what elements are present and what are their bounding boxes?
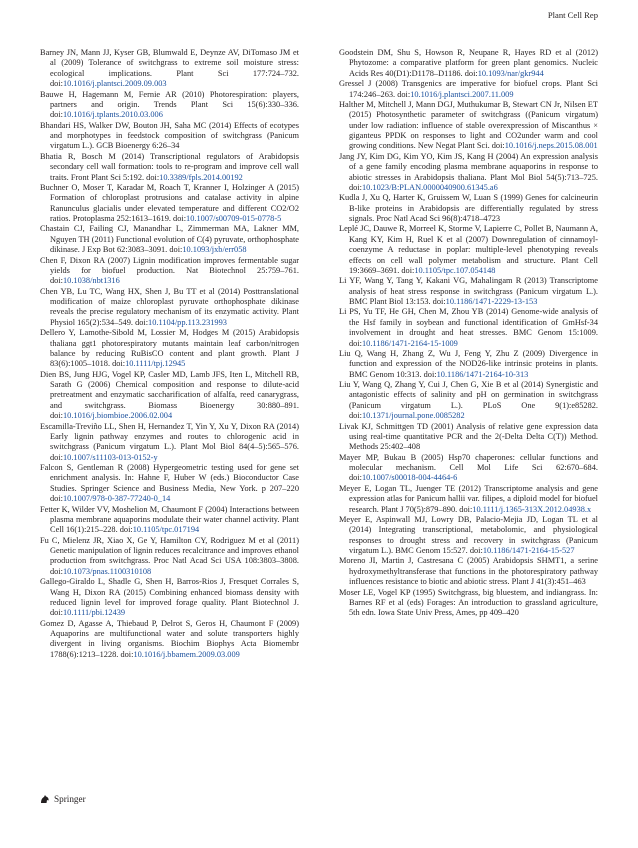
reference-text: Goodstein DM, Shu S, Howson R, Neupane R, Hayes RD et al (2012) Phytozome: a comparative platform for green plant genomics. Nucleic Acids Res 40(D1):D1178–D1186. doi:	[339, 48, 598, 78]
reference-entry	[40, 422, 299, 464]
reference-text: Dellero Y, Lamothe-Sibold M, Lossier M, Hodges M (2015) Arabidopsis thaliana ggt1 photorespiratory mutants maintain leaf carbon/nitrogen balance by reducing RuBisCO content and plant growth. Plant J 83(6):1005–1018. doi:	[40, 328, 299, 369]
doi-link[interactable]: 10.1111/j.1365-313X.2012.04938.x	[472, 504, 592, 514]
doi-link[interactable]: 10.1016/j.plantsci.2007.11.009	[410, 89, 514, 99]
springer-horse-icon	[40, 794, 50, 804]
reference-entry	[40, 328, 299, 370]
doi-link[interactable]: 10.1186/1471-2164-15-527	[482, 546, 575, 555]
doi-link[interactable]: 10.1016/j.bbamem.2009.03.009	[133, 649, 240, 659]
reference-text: Liu Y, Wang Q, Zhang Y, Cui J, Chen G, Xie B et al (2014) Synergistic and antagonistic effects of salinity and pH on germination in switchgrass (Panicum virgatum L.). PLoS One 9(1):e85282. doi:	[339, 380, 598, 421]
doi-link[interactable]: 10.1016/j.plantsci.2009.09.003	[62, 79, 167, 89]
reference-entry	[339, 276, 598, 307]
reference-text: Fu C, Mielenz JR, Xiao X, Ge Y, Hamilton CY, Rodriguez M et al (2011) Genetic manipulation of lignin reduces recalcitrance and improves ethanol production from switchgrass. Proc Natl Acad Sci USA 108:3803–3808. doi:	[40, 535, 299, 576]
reference-entry	[40, 370, 299, 422]
reference-text: Gomez D, Agasse A, Thiebaud P, Delrot S, Geros H, Chaumont F (2009) Aquaporins are multifunctional water and solute transporters highly divergent in living organisms. Biochim Biophys Acta Biomembr 1788(6):1213–1228. doi:	[40, 618, 299, 659]
reference-text: Li PS, Yu TF, He GH, Chen M, Zhou YB (2014) Genome-wide analysis of the Hsf family in soybean and functional identification of GmHsf-34 involvement in drought and heat stresses. BMC Genom 15:1009. doi:	[339, 307, 598, 348]
reference-text: Barney JN, Mann JJ, Kyser GB, Blumwald E, Deynze AV, DiTomaso JM et al (2009) Tolerance of switchgrass to extreme soil moisture stress: ecological implications. Plant Sci 177:724–732. doi:	[40, 48, 299, 89]
doi-link[interactable]: 10.1186/1471-2164-10-313	[436, 369, 529, 379]
doi-link[interactable]: 10.1007/s00709-015-0778-5	[186, 214, 282, 223]
reference-entry	[339, 453, 598, 484]
reference-entry	[40, 577, 299, 619]
reference-entry	[339, 193, 598, 224]
reference-entry	[40, 256, 299, 287]
doi-link[interactable]: 10.1007/s00018-004-4464-6	[361, 473, 458, 483]
reference-text: Chen F, Dixon RA (2007) Lignin modification improves fermentable sugar yields for biofuel production. Nat Biotechnol 25:759–761. doi:	[40, 255, 299, 286]
reference-text: Fetter K, Wilder VV, Moshelion M, Chaumont F (2004) Interactions between plasma membrane aquaporins modulate their water channel activity. Plant Cell 16(1):215–228. doi:	[40, 504, 299, 535]
reference-text: Gressel J (2008) Transgenics are imperative for biofuel crops. Plant Sci 174:246–263. doi:	[339, 79, 598, 99]
doi-link[interactable]: 10.1186/1471-2229-13-153	[445, 297, 538, 306]
reference-entry	[339, 79, 598, 100]
reference-entry	[339, 224, 598, 276]
reference-text: Chen YB, Lu TC, Wang HX, Shen J, Bu TT et al (2014) Posttranslational modification of maize chloroplast pyruvate orthophosphate dikinase reveals the precise regulatory mechanism of its enzymatic activity. Plant Physiol 165(2):534–549. doi:	[40, 286, 299, 327]
reference-text: Liu Q, Wang H, Zhang Z, Wu J, Feng Y, Zhu Z (2009) Divergence in function and expression of the NOD26-like intrinsic proteins in plants. BMC Genom 10:313. doi:	[339, 348, 598, 379]
reference-entry	[40, 48, 299, 90]
reference-entry	[40, 505, 299, 536]
doi-link[interactable]: 10.1105/tpc.107.054148	[414, 265, 496, 275]
reference-text: Bauwe H, Hagemann M, Fernie AR (2010) Photorespiration: players, partners and origin. Trends Plant Sci 15(6):330–336. doi:	[40, 89, 299, 120]
reference-entry	[40, 183, 299, 225]
reference-entry	[339, 484, 598, 515]
reference-entry	[339, 307, 598, 349]
reference-text: Buchner O, Moser T, Karadar M, Roach T, Kranner I, Holzinger A (2015) Formation of chloroplast protrusions and catalase activity in alpine Ranunculus glacialis under elevated temperature and different CO2/O2 ratios. Protoplasma 252:1613–1619. doi:	[40, 182, 299, 223]
reference-entry	[40, 152, 299, 183]
doi-link[interactable]: 10.1073/pnas.1100310108	[62, 566, 152, 576]
reference-text: Bhatia R, Bosch M (2014) Transcriptional regulators of Arabidopsis secondary cell wall formation: tools to re-program and improve cell wall traits. Front Plant Sci 5:192. doi:	[40, 151, 299, 182]
reference-text: Moreno JI, Martin J, Castresana C (2005) Arabidopsis SHMT1, a serine hydroxymethyltransferase that functions in the photorespiratory pathway influences resistance to biotic and abiotic stress. Plant J 41(3):451–463	[339, 556, 598, 587]
doi-link[interactable]: 10.1007/978-0-387-77240-0_14	[62, 494, 171, 504]
doi-link[interactable]: 10.1093/jxb/err058	[182, 245, 247, 255]
reference-text: Meyer E, Aspinwall MJ, Lowry DB, Palacio-Mejia JD, Logan TL et al (2014) Integrating transcriptional, metabolomic, and physiological responses to drought stress and recovery in switchgrass (Panicum virgatum L.). BMC Genom 15:527. doi:	[339, 514, 598, 555]
reference-text: Escamilla-Treviño LL, Shen H, Hernandez T, Yin Y, Xu Y, Dixon RA (2014) Early lignin pathway enzymes and routes to chlorogenic acid in switchgrass (Panicum virgatum L.). Plant Mol Biol 84(4–5):565–576. doi:	[40, 421, 299, 462]
journal-name: Plant Cell Rep	[547, 10, 598, 20]
reference-entry	[40, 463, 299, 505]
reference-text: Bhandari HS, Walker DW, Bouton JH, Saha MC (2014) Effects of ecotypes and morphotypes in feedstock composition of switchgrass (Panicum virgatum L.). GCB Bioenergy 6:26–34	[40, 120, 299, 151]
reference-text: Jang JY, Kim DG, Kim YO, Kim JS, Kang H (2004) An expression analysis of a gene family encoding plasma membrane aquaporins in response to abiotic stresses in Arabidopsis thaliana. Plant Mol Biol 54(5):713–725. doi:	[339, 151, 598, 192]
reference-entry	[339, 556, 598, 587]
reference-text: Gallego-Giraldo L, Shadle G, Shen H, Barros-Rios J, Fresquet Corrales S, Wang H, Dixon RA (2015) Combining enhanced biomass density with reduced lignin level for improved forage quality. Plant Biotechnol J. doi:	[40, 577, 299, 618]
reference-entry	[339, 349, 598, 380]
reference-text: Livak KJ, Schmittgen TD (2001) Analysis of relative gene expression data using real-time quantitative PCR and the 2(-Delta Delta C(T)) Method. Methods 25:402–408	[339, 421, 598, 452]
reference-text: Moser LE, Vogel KP (1995) Switchgrass, big bluestem, and indiangrass. In: Barnes RF et al (eds) Forages: An introduction to grassland agriculture, 5th edn. Iowa State Univ Press, Ames, pp 409–420	[339, 587, 598, 618]
reference-text: Halther M, Mitchell J, Mann DGJ, Muthukumar B, Stewart CN Jr, Nilsen ET (2015) Photosynthetic parameter of switchgrass ((Panicum virgatum) under low radiation: influence of stable overexpression of Miscanthus × giganteus PPDK on responses to light and CO2under warm and cool growing conditions. New Negat Plant Sci. doi:	[339, 99, 598, 151]
reference-text: Chastain CJ, Failing CJ, Manandhar L, Zimmerman MA, Lakner MM, Nguyen TH (2011) Functional evolution of C(4) pyruvate, orthophosphate dikinase. J Exp Bot 62:3083–3091. doi:	[40, 224, 299, 255]
doi-link[interactable]: 10.1104/pp.113.231993	[148, 317, 227, 327]
reference-entry	[339, 152, 598, 194]
reference-text: Dien BS, Jung HJG, Vogel KP, Casler MD, Lamb JFS, Iten L, Mitchell RB, Sarath G (2006) Chemical composition and response to dilute-acid pretreatment and enzymatic saccharification of alfalfa, reed canarygrass, and switchgrass. Biomass Bioenergy 30:880–891. doi:	[40, 369, 299, 421]
doi-link[interactable]: 10.3389/fpls.2014.00192	[159, 172, 243, 182]
doi-link[interactable]: 10.1038/nbt1316	[62, 276, 120, 286]
reference-entry	[40, 619, 299, 661]
doi-link[interactable]: 10.1186/1471-2164-15-1009	[361, 338, 458, 348]
reference-entry	[40, 90, 299, 121]
references-left-column	[40, 48, 299, 660]
reference-entry	[40, 121, 299, 152]
reference-text: Falcon S, Gentleman R (2008) Hypergeometric testing used for gene set enrichment analysis. In: Hahne F, Huber W (eds.) Bioconductor Case Studies. Springer Science and Business Media, New York. p 207–220 doi:	[40, 463, 299, 504]
publisher-name: Springer	[54, 794, 86, 804]
reference-text: Leplé JC, Dauwe R, Morreel K, Storme V, Lapierre C, Pollet B, Naumann A, Kang KY, Kim H, Ruel K et al (2007) Downregulation of cinnamoyl-coenzyme A reductase in poplar: multiple-level phenotyping reveals effects on cell wall polymer metabolism and structure. Plant Cell 19:3669–3691. doi:	[339, 224, 598, 275]
footer	[40, 794, 86, 804]
doi-link[interactable]: 10.1105/tpc.017194	[132, 525, 200, 535]
reference-text: Meyer E, Logan TL, Juenger TE (2012) Transcriptome analysis and gene expression atlas for Panicum hallii var. filipes, a diploid model for biofuel research. Plant J 70(5):879–890. doi:	[339, 483, 598, 514]
reference-text: Mayer MP, Bukau B (2005) Hsp70 chaperones: cellular functions and molecular mechanism. Cell Mol Life Sci 62:670–684. doi:	[339, 452, 598, 483]
doi-link[interactable]: 10.1093/nar/gkr944	[477, 68, 544, 78]
reference-entry	[339, 380, 598, 422]
reference-entry	[339, 422, 598, 453]
reference-text: Kudla J, Xu Q, Harter K, Gruissem W, Luan S (1999) Genes for calcineurin B-like proteins in Arabidopsis are differentially regulated by stress signals. Proc Natl Acad Sci 96(8):4718–4723	[339, 193, 598, 223]
reference-entry	[40, 224, 299, 255]
reference-entry	[339, 48, 598, 79]
doi-link[interactable]: 10.1007/s11103-013-0152-y	[62, 452, 158, 462]
reference-entry	[339, 588, 598, 619]
doi-link[interactable]: 10.1016/j.neps.2015.08.001	[504, 141, 598, 151]
reference-entry	[339, 515, 598, 557]
reference-entry	[40, 536, 299, 578]
reference-entry	[339, 100, 598, 152]
doi-link[interactable]: 10.1111/pbi.12439	[62, 608, 126, 618]
doi-link[interactable]: 10.1016/j.biombioe.2006.02.004	[62, 411, 173, 421]
doi-link[interactable]: 10.1371/journal.pone.0085282	[361, 411, 465, 421]
doi-link[interactable]: 10.1023/B:PLAN.0000040900.61345.a6	[361, 182, 498, 192]
doi-link[interactable]: 10.1111/tpj.12945	[125, 359, 186, 369]
reference-entry	[40, 287, 299, 329]
doi-link[interactable]: 10.1016/j.tplants.2010.03.006	[62, 110, 163, 120]
reference-text: Li YF, Wang Y, Tang Y, Kakani VG, Mahalingam R (2013) Transcriptome analysis of heat stress response in switchgrass (Panicum virgatum L.). BMC Plant Biol 13:153. doi:	[339, 276, 598, 306]
references-right-column	[339, 48, 598, 619]
